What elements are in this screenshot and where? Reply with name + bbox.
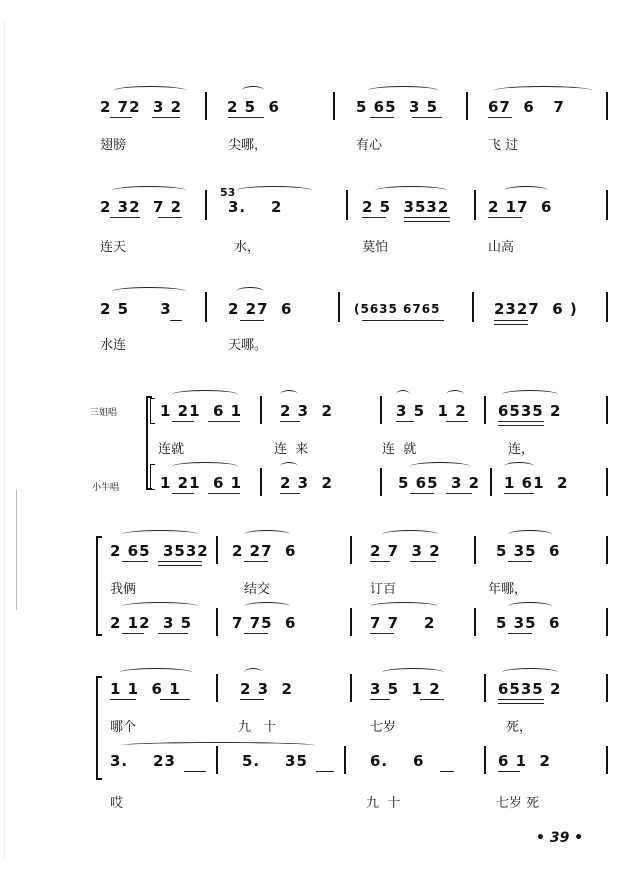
row1-lyric-4: 飞 过 <box>488 138 519 153</box>
row2-bar2-notes: 3. 2 <box>228 198 283 216</box>
duet3-lyric-4: 死， <box>506 720 533 735</box>
duet2-bottom-bar1: 2 12 3 5 <box>110 614 193 632</box>
row2-lyric-2: 水， <box>234 240 261 255</box>
duet3-top-bar1: 1 1 6 1 <box>110 680 181 698</box>
duet1-lyric-3: 连 就 <box>382 442 417 457</box>
duet3-lyric-3: 七岁 <box>370 720 397 735</box>
row3-lyric-1: 水连 <box>100 338 127 353</box>
duet3-bottom-lyric-3: 七岁 死 <box>496 796 540 811</box>
duet2-lyric-2: 结交 <box>244 582 271 597</box>
duet3-top-bar4: 6535 2 <box>498 680 562 698</box>
row1-lyric-3: 有心 <box>356 138 383 153</box>
row2-lyric-4: 山高 <box>488 240 515 255</box>
singer-label-top: 三姐唱 <box>90 408 118 418</box>
duet3-bottom-bar2: 5. 35 <box>242 752 308 770</box>
duet3-bottom-lyric-2: 九 十 <box>366 796 401 811</box>
duet2-lyric-1: 我俩 <box>110 582 137 597</box>
duet1-lyric-1: 连就 <box>158 442 185 457</box>
duet1-lyric-2: 连 来 <box>274 442 309 457</box>
row1-lyric-1: 翅膀 <box>100 138 127 153</box>
duet1-top-bar2: 2 3 2 <box>280 402 333 420</box>
row1-bar2-notes: 2 5 6 <box>227 98 280 116</box>
row3-bar4-notes: 2327 6 ) <box>494 300 578 318</box>
duet1-top-bar1: 1 21 6 1 <box>160 402 243 420</box>
duet3-top-bar3: 3 5 1 2 <box>370 680 441 698</box>
duet1-top-bar4: 6535 2 <box>498 402 562 420</box>
row2-lyric-1: 连天 <box>100 240 127 255</box>
duet2-bottom-bar3: 7 7 2 <box>370 614 436 632</box>
duet1-bottom-bar1: 1 21 6 1 <box>160 474 243 492</box>
row1-lyric-2: 尖哪， <box>228 138 268 153</box>
duet3-bottom-lyric-1: 哎 <box>110 796 124 811</box>
row2-bar3-notes: 2 5 3532 <box>362 198 450 216</box>
duet3-bottom-bar3: 6. 6 <box>370 752 425 770</box>
duet3-bottom-bar4: 6 1 2 <box>498 752 551 770</box>
row3-bar1-notes: 2 5 3 <box>100 300 172 318</box>
duet1-bottom-bar3: 5 65 3 2 <box>398 474 481 492</box>
duet2-bottom-bar2: 7 75 6 <box>232 614 297 632</box>
duet2-top-bar2: 2 27 6 <box>232 542 297 560</box>
row2-lyric-3: 莫怕 <box>362 240 389 255</box>
row1-bar1-notes: 2 72 3 2 <box>100 98 183 116</box>
row3-bar2-notes: 2 27 6 <box>228 300 293 318</box>
duet2-bottom-bar4: 5 35 6 <box>496 614 561 632</box>
duet3-top-bar2: 2 3 2 <box>240 680 293 698</box>
duet1-top-bar3: 3 5 1 2 <box>396 402 467 420</box>
duet2-top-bar1: 2 65 3532 <box>110 542 209 560</box>
duet2-lyric-4: 年哪， <box>488 582 528 597</box>
row2-grace-note: 53 <box>220 186 236 199</box>
row3-lyric-2: 天哪。 <box>228 338 268 353</box>
duet1-bottom-bar2: 2 3 2 <box>280 474 333 492</box>
singer-label-bottom: 小牛唱 <box>92 483 120 493</box>
duet3-lyric-2: 九 十 <box>238 720 277 735</box>
duet2-top-bar3: 2 7 3 2 <box>370 542 441 560</box>
row2-bar1-notes: 2 32 7 2 <box>100 198 183 216</box>
duet3-lyric-1: 哪个 <box>110 720 137 735</box>
duet2-top-bar4: 5 35 6 <box>496 542 561 560</box>
duet1-bottom-bar4: 1 61 2 <box>504 474 569 492</box>
row2-bar4-notes: 2 17 6 <box>488 198 553 216</box>
row1-bar4-notes: 67 6 7 <box>488 98 565 116</box>
duet2-lyric-3: 订百 <box>370 582 397 597</box>
row1-bar3-notes: 5 65 3 5 <box>356 98 439 116</box>
page-number: • 39 • <box>536 830 584 846</box>
duet1-lyric-4: 连， <box>508 442 535 457</box>
row3-bar3-notes: (5635 6765 <box>354 302 441 316</box>
duet3-bottom-bar1: 3. 23 <box>110 752 176 770</box>
